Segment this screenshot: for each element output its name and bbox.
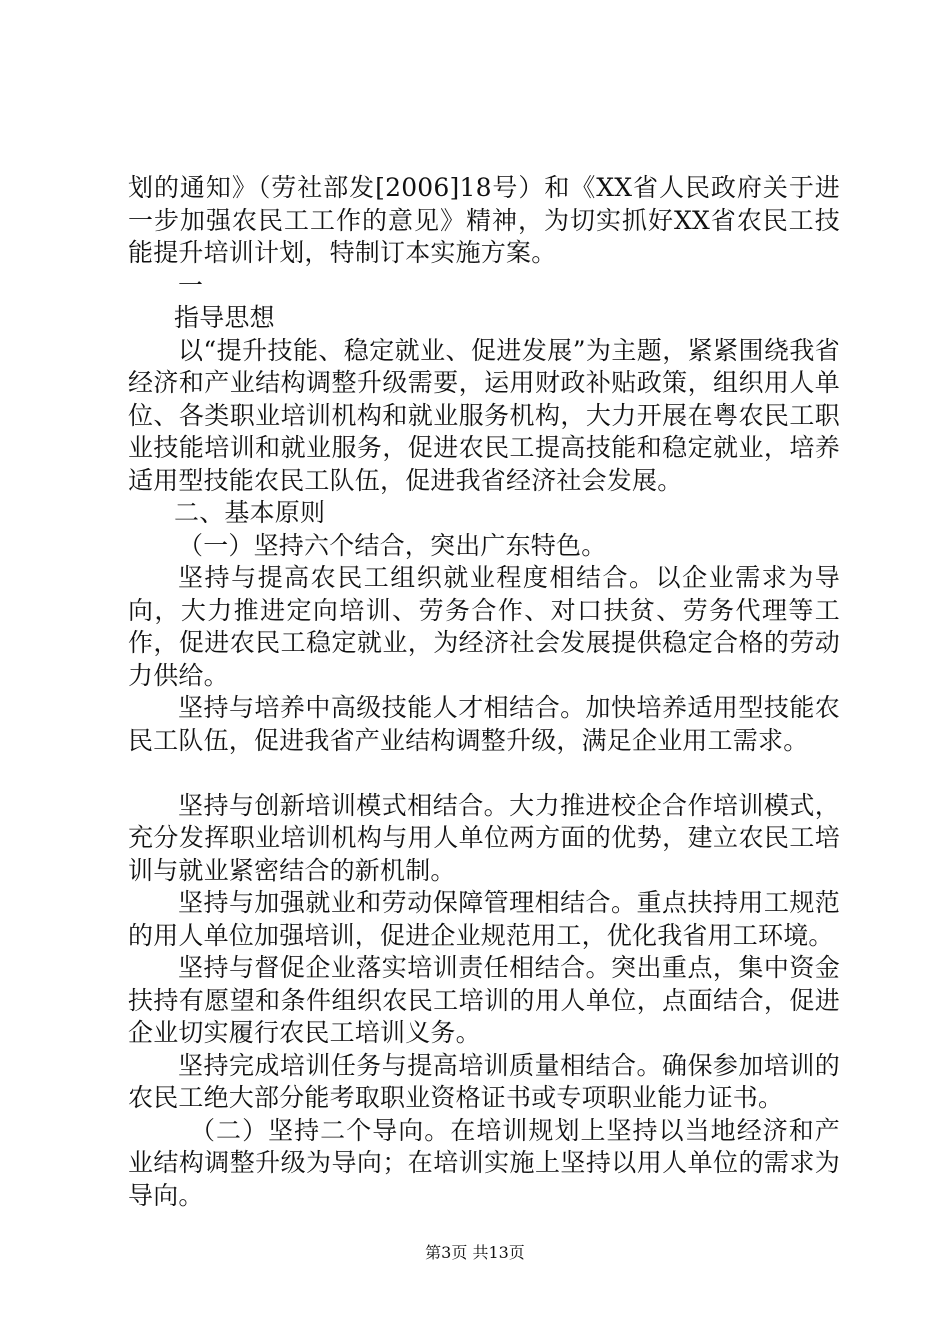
section-heading-guiding-ideology: 指导思想 — [174, 303, 275, 332]
subsection-heading-six-combinations: （一）坚持六个结合，突出广东特色。 — [178, 530, 607, 560]
blank-line — [128, 757, 840, 790]
paragraph-principle-training-quality: 坚持完成培训任务与提高培训质量相结合。确保参加培训的农民工绝大部分能考取职业资格证书或专项职业能力证书。 — [128, 1050, 840, 1112]
section-heading-basic-principles: 二、基本原则 — [174, 498, 326, 527]
document-body — [128, 172, 840, 1212]
paragraph-two-orientations: （二）坚持二个导向。在培训规划上坚持以当地经济和产业结构调整升级为导向；在培训实施上坚持以用人单位的需求为导向。 — [128, 1115, 840, 1210]
paragraph-principle-employment: 坚持与提高农民工组织就业程度相结合。以企业需求为导向，大力推进定向培训、劳务合作、对口扶贫、劳务代理等工作，促进农民工稳定就业，为经济社会发展提供稳定合格的劳动力供给。 — [128, 563, 840, 690]
paragraph-guiding-ideology: 以“提升技能、稳定就业、促进发展”为主题，紧紧围绕我省经济和产业结构调整升级需要，运用财政补贴政策，组织用人单位、各类职业培训机构和就业服务机构，大力开展在粤农民工职业技能培训和就业服务，促进农民工提高技能和稳定就业，培养适用型技能农民工队伍，促进我省经济社会发展。 — [128, 335, 840, 495]
paragraph-principle-enterprise-responsibility: 坚持与督促企业落实培训责任相结合。突出重点，集中资金扶持有愿望和条件组织农民工培训的用人单位，点面结合，促进企业切实履行农民工培训义务。 — [128, 953, 840, 1047]
section-number: 一 — [178, 270, 204, 300]
paragraph-principle-training-mode: 坚持与创新培训模式相结合。大力推进校企合作培训模式，充分发挥职业培训机构与用人单位两方面的优势，建立农民工培训与就业紧密结合的新机制。 — [128, 790, 840, 885]
paragraph-principle-skilled-talent: 坚持与培养中高级技能人才相结合。加快培养适用型技能农民工队伍，促进我省产业结构调整升级，满足企业用工需求。 — [128, 693, 840, 755]
paragraph-principle-labor-management: 坚持与加强就业和劳动保障管理相结合。重点扶持用工规范的用人单位加强培训，促进企业规范用工，优化我省用工环境。 — [128, 888, 840, 950]
paragraph-intro-continuation: 划的通知》（劳社部发[2006]18号）和《XX省人民政府关于进一步加强农民工工作的意见》精神，为切实抓好XX省农民工技能提升培训计划，特制订本实施方案。 — [128, 173, 840, 267]
page-number-footer: 第3页 共13页 — [425, 1243, 525, 1262]
